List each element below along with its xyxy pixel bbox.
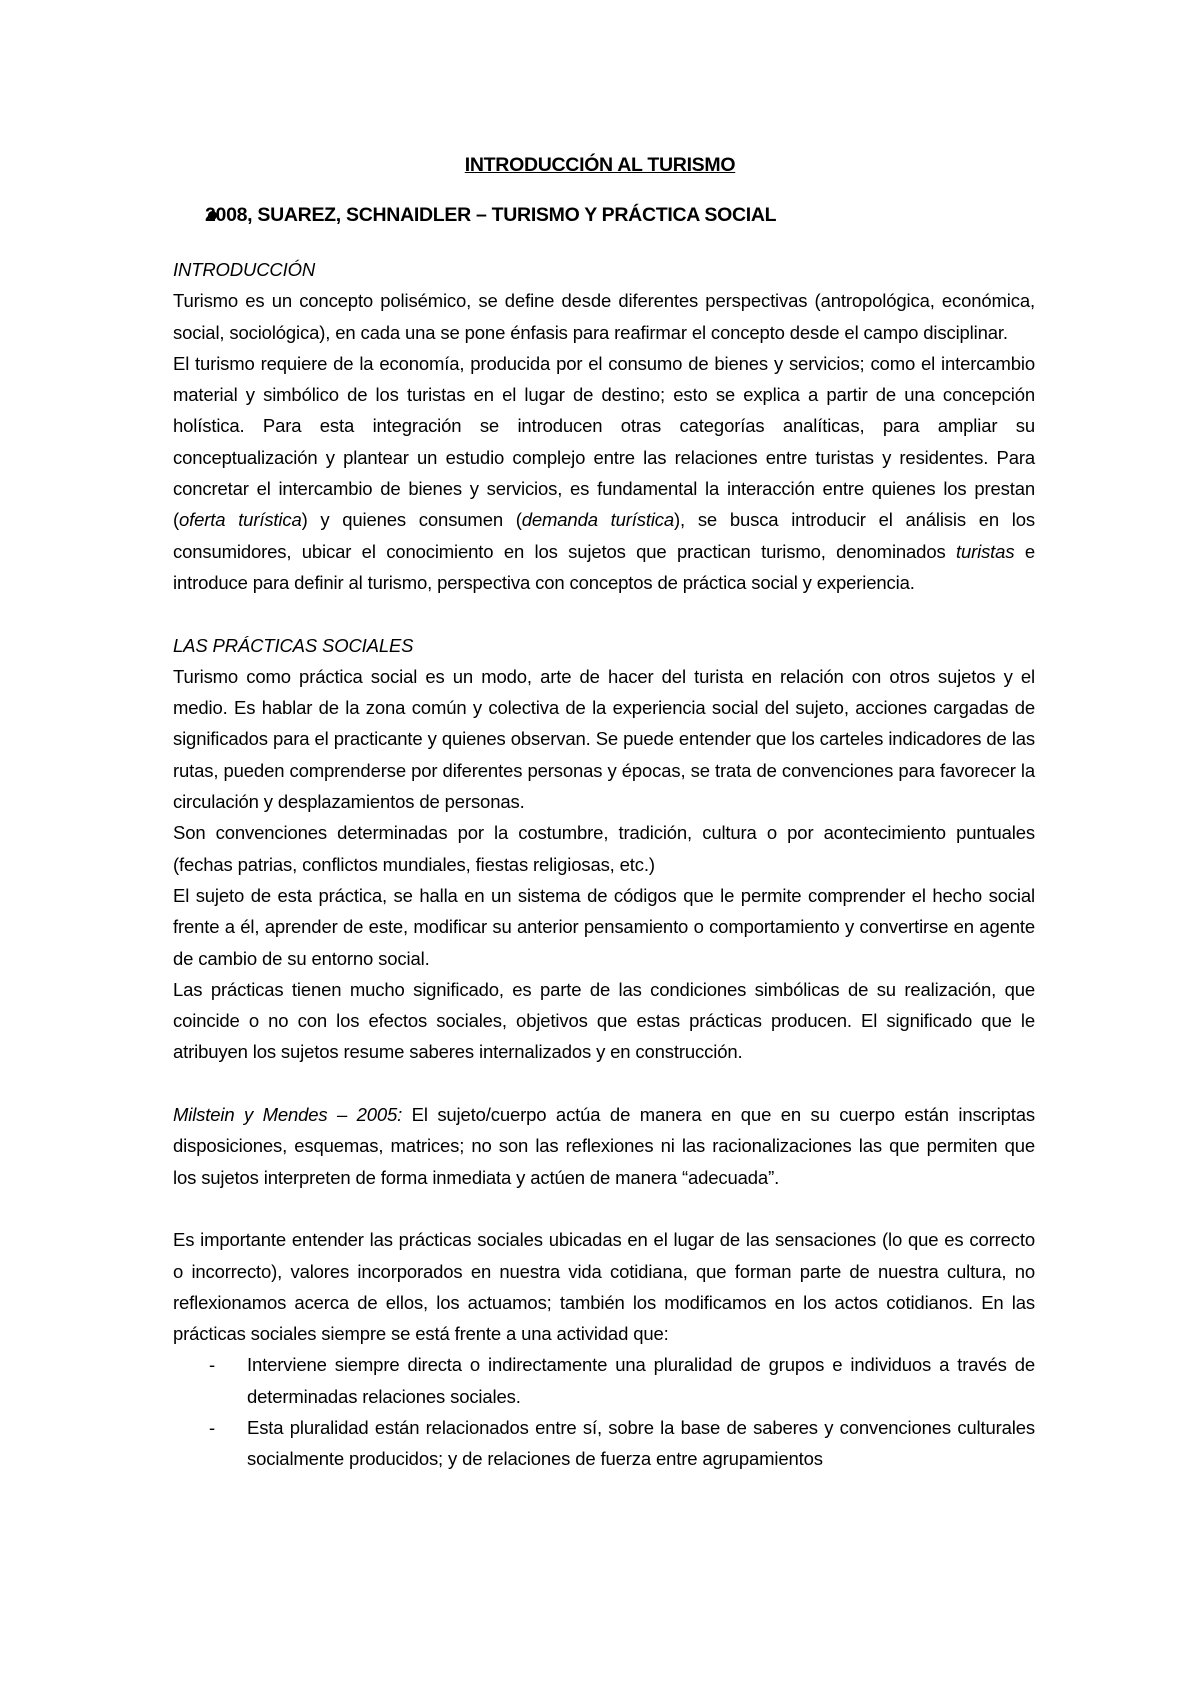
document-body xyxy=(173,254,1035,1475)
text-run: e introduce para definir al turismo, perspectiva con conceptos de práctica social y experiencia. xyxy=(173,540,1035,593)
paragraph: El sujeto de esta práctica, se halla en un sistema de códigos que le permite comprender el hecho social frente a él, aprender de este, modificar su anterior pensamiento o comportamiento y convertirse en agente de cambio de su entorno social. xyxy=(173,884,1035,969)
text-run: ), se busca introducir el análisis en los consumidores, ubicar el conocimiento en los sujetos que practican turismo, denominados xyxy=(173,509,1035,562)
italic-term: turistas xyxy=(955,540,1015,562)
paragraph: Turismo es un concepto polisémico, se define desde diferentes perspectivas (antropológica, económica, social, sociológica), en cada una se pone énfasis para reafirmar el concepto desde el campo disciplinar. xyxy=(173,290,1035,343)
list-item-text: Esta pluralidad están relacionados entre sí, sobre la base de saberes y convenciones culturales socialmente producidos; y de relaciones de fuerza entre agrupamientos xyxy=(247,1416,1035,1470)
list-item xyxy=(173,1349,1035,1412)
bullet-heading: 2008, SUAREZ, SCHNAIDLER – TURISMO Y PRÁCTICA SOCIAL xyxy=(205,204,777,226)
text-run: ) y quienes consumen ( xyxy=(301,509,522,531)
paragraph-gap xyxy=(173,598,1035,629)
citation-paragraph xyxy=(173,1099,1035,1193)
paragraph: Es importante entender las prácticas sociales ubicadas en el lugar de las sensaciones (lo que es correcto o incorrecto), valores incorporados en nuestra vida cotidiana, que forman parte de nuestra cultura, no reflexionamos acerca de ellos, los actuamos; también los modificamos en los actos cotidianos. En las prácticas sociales siempre se está frente a una actividad que: xyxy=(173,1229,1035,1345)
list-item-text: Interviene siempre directa o indirectamente una pluralidad de grupos e individuos a través de determinadas relaciones sociales. xyxy=(247,1354,1035,1407)
paragraph-gap xyxy=(173,1068,1035,1099)
italic-term: demanda turística xyxy=(521,509,675,531)
dash-marker: - xyxy=(209,1354,216,1376)
section-heading-practicas-sociales: LAS PRÁCTICAS SOCIALES xyxy=(173,634,414,656)
list-item xyxy=(173,1412,1035,1475)
paragraph: Turismo como práctica social es un modo, arte de hacer del turista en relación con otros sujetos y el medio. Es hablar de la zona común y colectiva de la experiencia social del sujeto, acciones cargadas de significados para el practicante y quienes observan. Se puede entender que los carteles indicadores de las rutas, pueden comprenderse por diferentes personas y épocas, se trata de convenciones para favorecer la circulación y desplazamientos de personas. xyxy=(173,665,1035,813)
paragraph xyxy=(173,348,1035,598)
paragraph: Las prácticas tienen mucho significado, es parte de las condiciones simbólicas de su realización, que coincide o no con los efectos sociales, objetivos que estas prácticas producen. El significado que le atribuyen los sujetos resume saberes internalizados y en construcción. xyxy=(173,978,1035,1063)
text-run: El sujeto/cuerpo actúa de manera en que en su cuerpo están inscriptas disposiciones, esquemas, matrices; no son las reflexiones ni las racionalizaciones las que permiten que los sujetos interpreten de forma inmediata y actúen de manera “adecuada”. xyxy=(173,1104,1035,1188)
document-title: INTRODUCCIÓN AL TURISMO xyxy=(464,154,736,176)
citation-author: Milstein y Mendes – 2005: xyxy=(173,1104,403,1126)
paragraph-gap xyxy=(173,1193,1035,1224)
italic-term: oferta turística xyxy=(179,509,302,531)
section-heading-introduccion: INTRODUCCIÓN xyxy=(173,259,316,280)
dash-marker: - xyxy=(209,1416,216,1438)
text-run: El turismo requiere de la economía, producida por el consumo de bienes y servicios; como el intercambio material y simbólico de los turistas en el lugar de destino; esto se explica a partir de una concepción holística. Para esta integración se introducen otras categorías analíticas, para ampliar su conceptualización y plantear un estudio complejo entre las relaciones entre turistas y residentes. Para concretar el intercambio de bienes y servicios, es fundamental la interacción entre quienes los prestan ( xyxy=(173,352,1035,531)
paragraph: Son convenciones determinadas por la costumbre, tradición, cultura o por acontecimiento puntuales (fechas patrias, conflictos mundiales, fiestas religiosas, etc.) xyxy=(173,822,1035,875)
